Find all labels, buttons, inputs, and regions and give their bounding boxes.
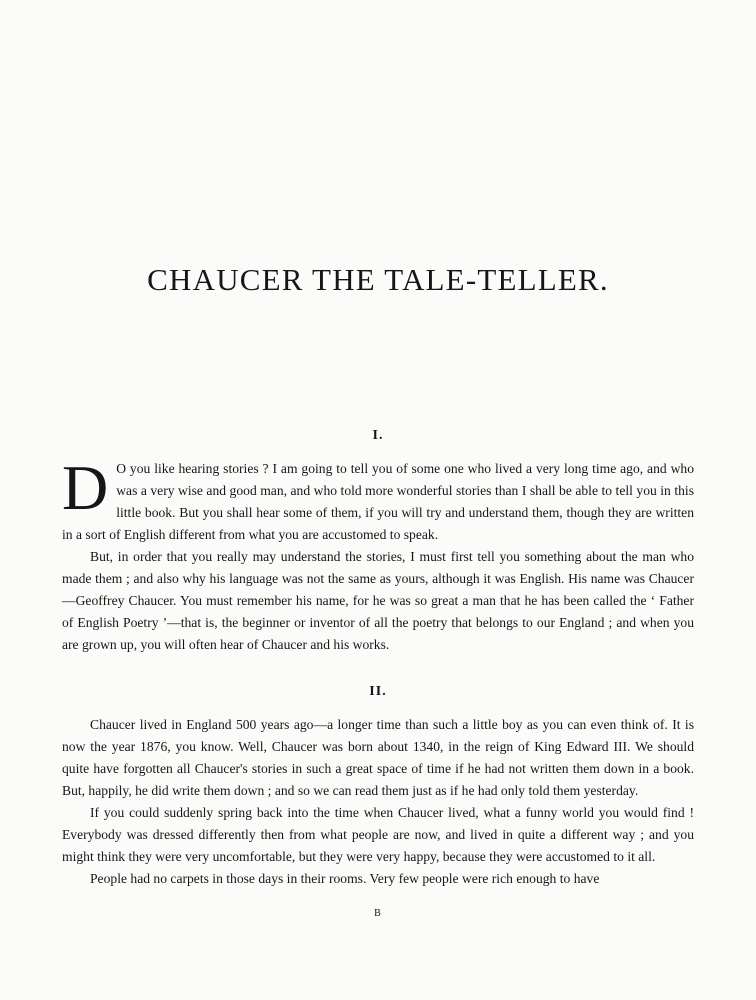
paragraph-4: If you could suddenly spring back into the time when Chaucer lived, what a funny world you would find ! Everybody was dressed differently then from what people are now, and lived in quite a different way ; and you might think they were very uncomfortable, but they were very happy, because they were accustomed to it all. [62,805,694,864]
paragraph-5: People had no carpets in those days in their rooms. Very few people were rich enough to have [90,871,600,886]
section-2-body [62,714,694,890]
signature-mark: B [374,908,382,919]
paragraph-1 [62,452,694,546]
section-heading-1: I. [372,428,384,443]
page-title: CHAUCER THE TALE-TELLER. [147,262,609,297]
section-heading-2: II. [369,684,387,699]
paragraph-3: Chaucer lived in England 500 years ago—a longer time than such a little boy as you can even think of. It is now the year 1876, you know. Well, Chaucer was born about 1340, in the reign of King Edward III. We should quite have forgotten all Chaucer's stories in such a great space of time if he had not written them down in a book. But, happily, he did write them down ; and so we can read them just as if he had only told them yesterday. [62,717,694,798]
section-1-body [62,452,694,656]
paragraph-1-text: O you like hearing stories ? I am going to tell you of some one who lived a very long time ago, and who was a very wise and good man, and who told more wonderful stories than I shall be able to tell you in this little book. But you shall hear some of them, if you will try and understand them, though they are written in a sort of English different from what you are accustomed to speak. [62,461,694,542]
paragraph-2: But, in order that you really may understand the stories, I must first tell you something about the man who made them ; and also why his language was not the same as yours, although it was English. His name was Chaucer—Geoffrey Chaucer. You must remember his name, for he was so great a man that he has been called the ‘ Father of English Poetry ’—that is, the beginner or inventor of all the poetry that belongs to our England ; and when you are grown up, you will often hear of Chaucer and his works. [62,549,694,652]
drop-cap: D [62,452,109,523]
